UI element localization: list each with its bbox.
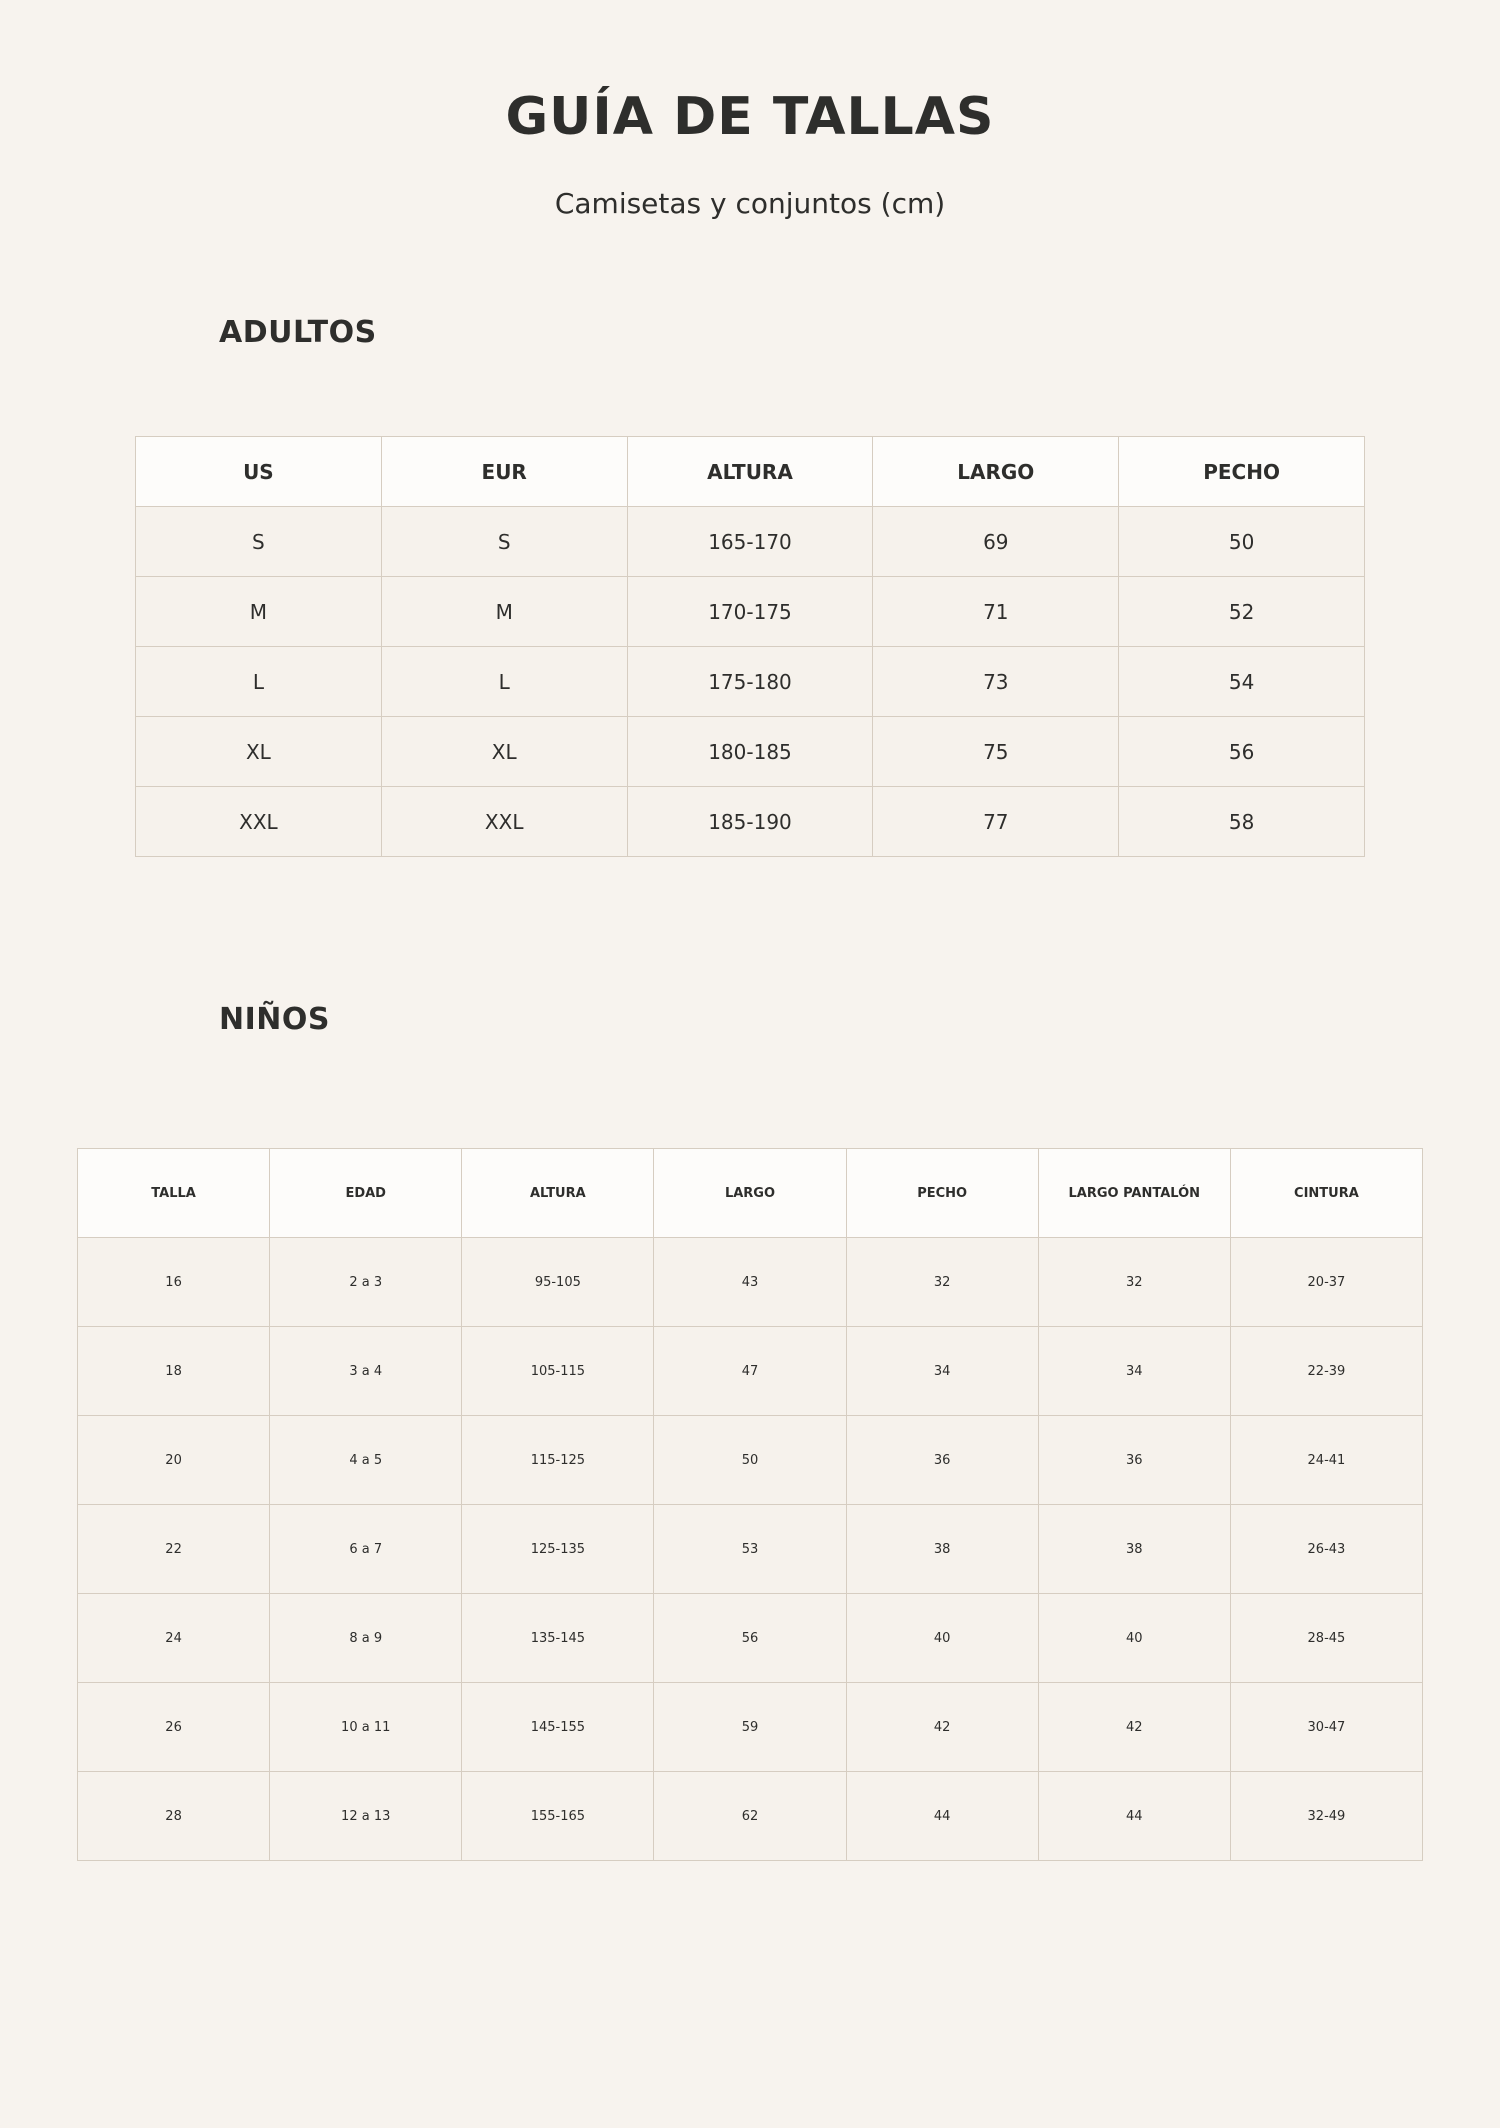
table-cell: 34 [1038,1327,1230,1416]
table-cell: 53 [654,1505,846,1594]
table-cell: 58 [1119,787,1365,857]
table-cell: 175-180 [627,647,873,717]
table-cell: 115-125 [462,1416,654,1505]
table-cell: 75 [873,717,1119,787]
kids-section-title: NIÑOS [219,1002,330,1037]
adult-size-table [135,436,1365,857]
table-cell: 180-185 [627,717,873,787]
header-cell: TALLA [78,1149,270,1238]
table-cell: XL [136,717,382,787]
table-cell: 28 [78,1772,270,1861]
header-cell: PECHO [1119,437,1365,507]
table-cell: 32 [1038,1238,1230,1327]
table-cell: 18 [78,1327,270,1416]
table-cell: 30-47 [1230,1683,1422,1772]
table-row [136,577,1365,647]
table-row [78,1327,1423,1416]
table-cell: 12 a 13 [270,1772,462,1861]
table-cell: 50 [654,1416,846,1505]
header-cell: ALTURA [462,1149,654,1238]
table-row [78,1416,1423,1505]
table-cell: 165-170 [627,507,873,577]
table-header-row [136,437,1365,507]
table-cell: 170-175 [627,577,873,647]
table-cell: 40 [846,1594,1038,1683]
table-cell: 71 [873,577,1119,647]
table-cell: 77 [873,787,1119,857]
table-cell: 36 [1038,1416,1230,1505]
table-cell: 62 [654,1772,846,1861]
table-cell: 4 a 5 [270,1416,462,1505]
table-cell: 26 [78,1683,270,1772]
table-cell: 2 a 3 [270,1238,462,1327]
table-cell: 125-135 [462,1505,654,1594]
table-cell: S [136,507,382,577]
table-cell: 135-145 [462,1594,654,1683]
table-cell: 24-41 [1230,1416,1422,1505]
table-cell: XXL [381,787,627,857]
table-cell: 40 [1038,1594,1230,1683]
table-cell: 38 [1038,1505,1230,1594]
table-row [78,1683,1423,1772]
header-cell: LARGO [654,1149,846,1238]
table-cell: 20-37 [1230,1238,1422,1327]
table-row [78,1505,1423,1594]
table-cell: 3 a 4 [270,1327,462,1416]
table-cell: 56 [1119,717,1365,787]
page-subtitle: Camisetas y conjuntos (cm) [554,187,946,220]
table-row [78,1772,1423,1861]
header-cell: CINTURA [1230,1149,1422,1238]
table-cell: 43 [654,1238,846,1327]
header-cell: LARGO [873,437,1119,507]
table-cell: 10 a 11 [270,1683,462,1772]
table-cell: 54 [1119,647,1365,717]
table-cell: 69 [873,507,1119,577]
table-cell: L [381,647,627,717]
table-row [78,1594,1423,1683]
table-cell: 34 [846,1327,1038,1416]
header-cell: EUR [381,437,627,507]
table-cell: 52 [1119,577,1365,647]
table-cell: 56 [654,1594,846,1683]
table-cell: 44 [846,1772,1038,1861]
table-cell: 36 [846,1416,1038,1505]
table-cell: XL [381,717,627,787]
table-cell: M [136,577,382,647]
table-row [78,1238,1423,1327]
table-cell: 59 [654,1683,846,1772]
table-cell: 22 [78,1505,270,1594]
table-cell: 47 [654,1327,846,1416]
table-cell: 73 [873,647,1119,717]
table-cell: 44 [1038,1772,1230,1861]
table-cell: 6 a 7 [270,1505,462,1594]
table-header-row [78,1149,1423,1238]
table-cell: 26-43 [1230,1505,1422,1594]
table-cell: 185-190 [627,787,873,857]
table-cell: 16 [78,1238,270,1327]
table-cell: 95-105 [462,1238,654,1327]
header-cell: ALTURA [627,437,873,507]
table-cell: 155-165 [462,1772,654,1861]
table-cell: 42 [846,1683,1038,1772]
table-row [136,647,1365,717]
table-cell: M [381,577,627,647]
table-cell: 32 [846,1238,1038,1327]
header-cell: LARGO PANTALÓN [1038,1149,1230,1238]
header-cell: EDAD [270,1149,462,1238]
header-cell: PECHO [846,1149,1038,1238]
table-cell: 42 [1038,1683,1230,1772]
table-cell: 20 [78,1416,270,1505]
table-cell: 50 [1119,507,1365,577]
table-cell: 28-45 [1230,1594,1422,1683]
table-cell: 32-49 [1230,1772,1422,1861]
table-cell: 145-155 [462,1683,654,1772]
kids-size-table [77,1148,1423,1861]
table-cell: 8 a 9 [270,1594,462,1683]
table-cell: 38 [846,1505,1038,1594]
table-row [136,507,1365,577]
table-cell: XXL [136,787,382,857]
adults-section-title: ADULTOS [219,315,377,350]
table-cell: 105-115 [462,1327,654,1416]
table-row [136,787,1365,857]
table-cell: S [381,507,627,577]
page-title: GUÍA DE TALLAS [505,87,995,147]
table-cell: 22-39 [1230,1327,1422,1416]
table-row [136,717,1365,787]
table-cell: L [136,647,382,717]
table-cell: 24 [78,1594,270,1683]
header-cell: US [136,437,382,507]
